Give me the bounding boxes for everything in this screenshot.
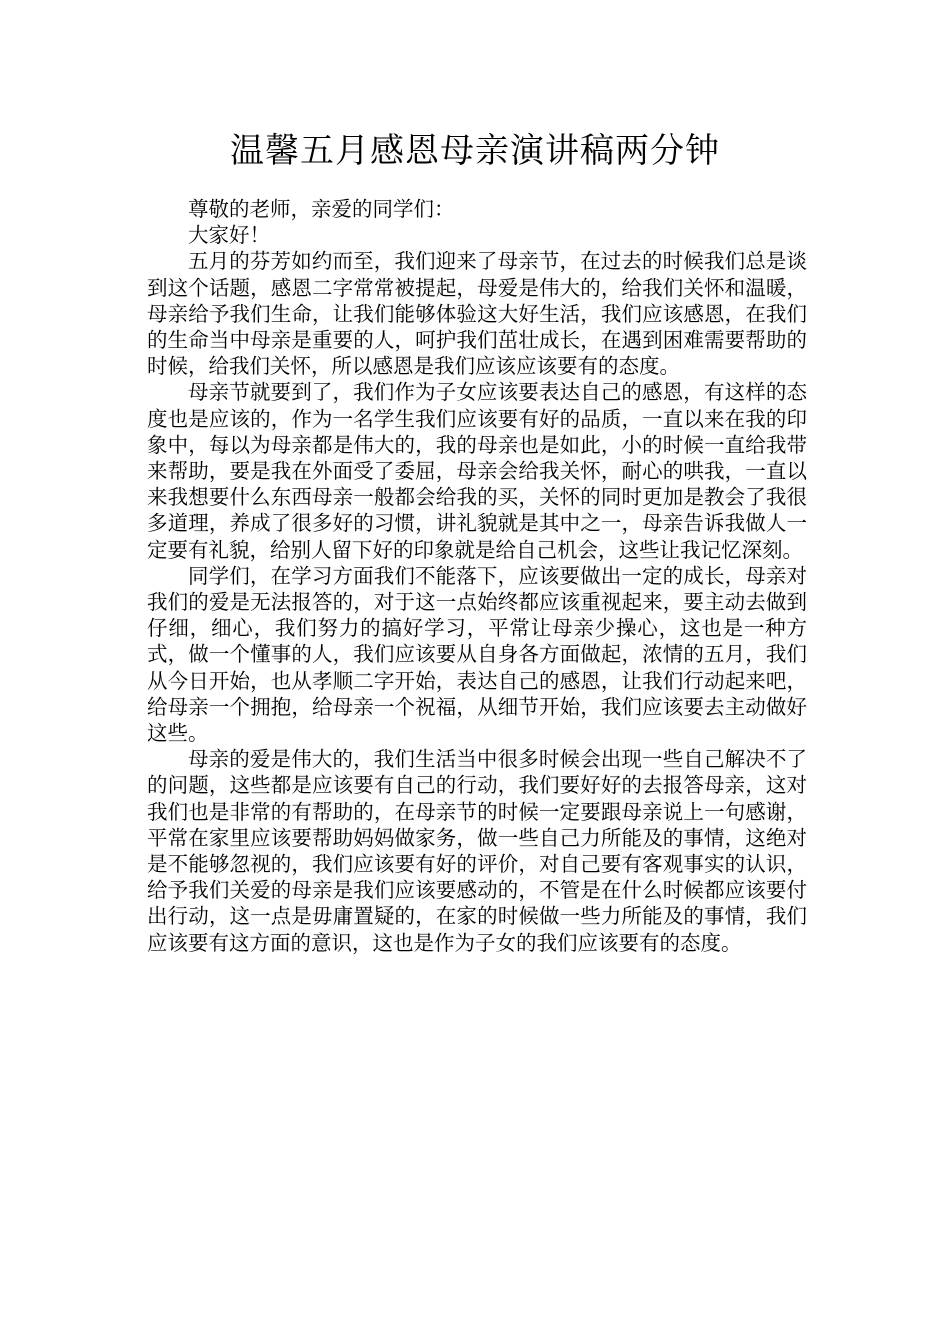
document-title: 温馨五月感恩母亲演讲稿两分钟 xyxy=(230,131,720,171)
paragraph-1: 五月的芬芳如约而至，我们迎来了母亲节，在过去的时候我们总是谈到这个话题，感恩二字常常被提起，母爱是伟大的，给我们关怀和温暖，母亲给予我们生命，让我们能够体验这大好生活，我们应该感恩，在我们的生命当中母亲是重要的人，呵护我们茁壮成长，在遇到困难需要帮助的时候，给我们关怀，所以感恩是我们应该应该要有的态度。 xyxy=(147,249,807,379)
paragraph-3: 同学们，在学习方面我们不能落下，应该要做出一定的成长，母亲对我们的爱是无法报答的，对于这一点始终都应该重视起来，要主动去做到仔细，细心，我们努力的搞好学习，平常让母亲少操心，这也是一种方式，做一个懂事的人，我们应该要从自身各方面做起，浓情的五月，我们从今日开始，也从孝顺二字开始，表达自己的感恩，让我们行动起来吧，给母亲一个拥抱，给母亲一个祝福，从细节开始，我们应该要去主动做好这些。 xyxy=(147,563,807,746)
document-body xyxy=(147,196,807,956)
salutation-line: 尊敬的老师，亲爱的同学们： xyxy=(188,197,455,221)
paragraph-4: 母亲的爱是伟大的，我们生活当中很多时候会出现一些自己解决不了的问题，这些都是应该要有自己的行动，我们要好好的去报答母亲，这对我们也是非常的有帮助的，在母亲节的时候一定要跟母亲说上一句感谢，平常在家里应该要帮助妈妈做家务，做一些自己力所能及的事情，这绝对是不能够忽视的，我们应该要有好的评价，对自己要有客观事实的认识，给予我们关爱的母亲是我们应该要感动的，不管是在什么时候都应该要付出行动，这一点是毋庸置疑的，在家的时候做一些力所能及的事情，我们应该要有这方面的意识，这也是作为子女的我们应该要有的态度。 xyxy=(147,747,807,955)
paragraph-2: 母亲节就要到了，我们作为子女应该要表达自己的感恩，有这样的态度也是应该的，作为一名学生我们应该要有好的品质，一直以来在我的印象中，每以为母亲都是伟大的，我的母亲也是如此，小的时候一直给我带来帮助，要是我在外面受了委屈，母亲会给我关怀，耐心的哄我，一直以来我想要什么东西母亲一般都会给我的买，关怀的同时更加是教会了我很多道理，养成了很多好的习惯，讲礼貌就是其中之一，母亲告诉我做人一定要有礼貌，给别人留下好的印象就是给自己机会，这些让我记忆深刻。 xyxy=(147,380,807,562)
greeting-line: 大家好！ xyxy=(188,223,270,248)
